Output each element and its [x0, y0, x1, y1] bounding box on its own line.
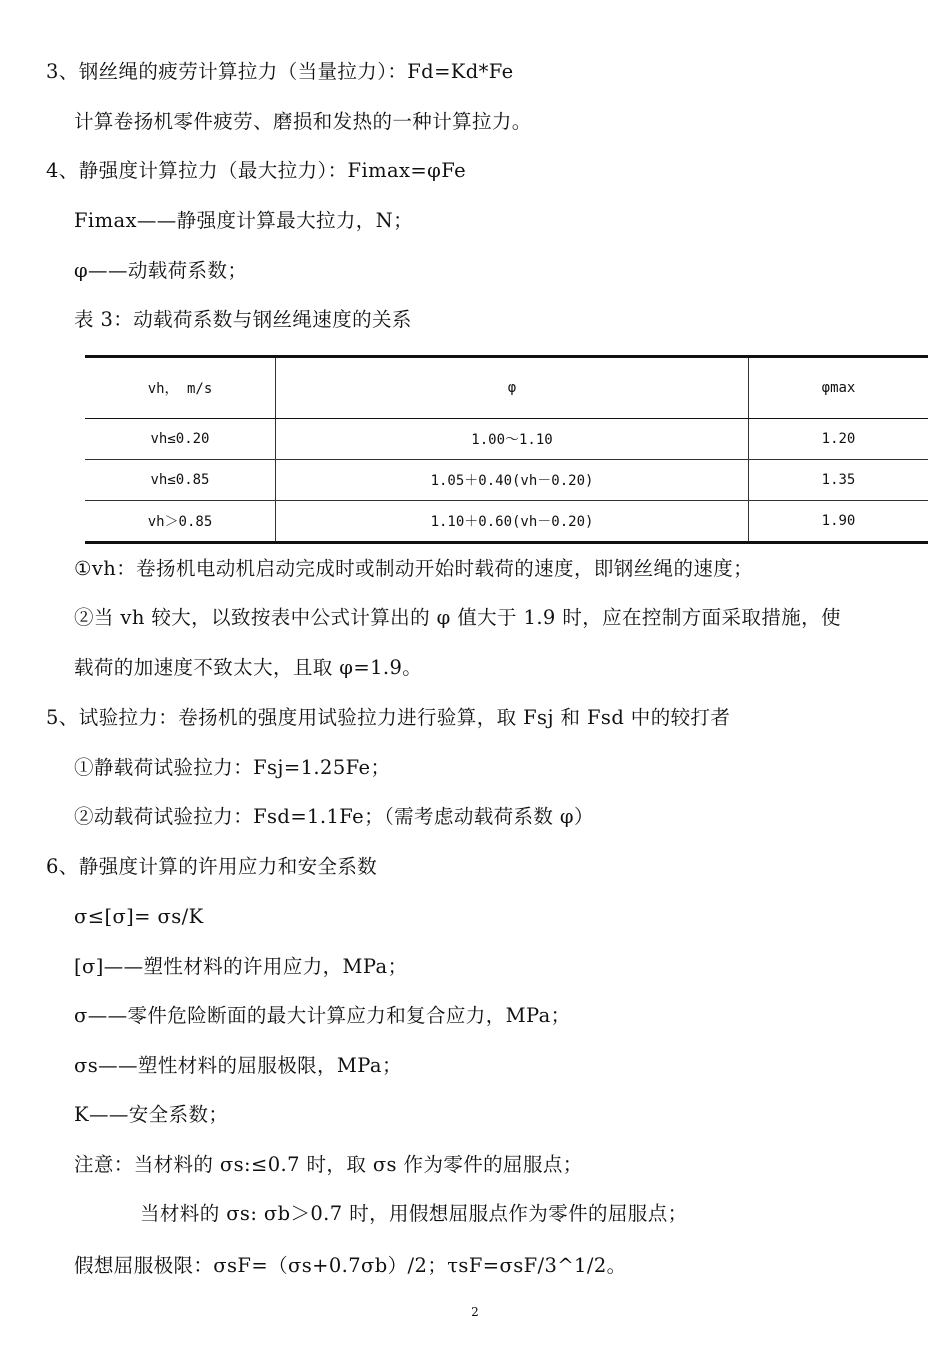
table-cell: vh＞0.85: [85, 501, 276, 543]
table-cell: vh≤0.20: [85, 419, 276, 460]
note-line: 载荷的加速度不致太大，且取 φ=1.9。: [74, 656, 423, 679]
definition-line: [σ]——塑性材料的许用应力，MPa；: [74, 955, 408, 978]
table-cell: vh≤0.85: [85, 460, 276, 501]
definition-line: σs——塑性材料的屈服极限，MPa；: [74, 1054, 402, 1077]
table-cell: 1.20: [749, 419, 929, 460]
formula-line: 假想屈服极限：σsF=（σs+0.7σb）/2；τsF=σsF/3^1/2。: [74, 1254, 627, 1277]
table-caption: 表 3：动载荷系数与钢丝绳速度的关系: [74, 308, 412, 331]
page-number: 2: [471, 1305, 479, 1319]
table-header-cell: φmax: [749, 357, 929, 419]
section-6-heading: 6、静强度计算的许用应力和安全系数: [46, 855, 378, 878]
note-line: 当材料的 σs: σb＞0.7 时，用假想屈服点作为零件的屈服点；: [140, 1202, 688, 1225]
definition-line: σ——零件危险断面的最大计算应力和复合应力，MPa；: [74, 1004, 571, 1027]
table-header-cell: vh， m/s: [85, 357, 276, 419]
table-cell: 1.10＋0.60(vh－0.20): [276, 501, 749, 543]
formula-line: ①静载荷试验拉力：Fsj=1.25Fe；: [74, 756, 391, 779]
section-5-heading: 5、试验拉力：卷扬机的强度用试验拉力进行验算，取 Fsj 和 Fsd 中的较打者: [46, 706, 731, 729]
note-line: ②当 vh 较大，以致按表中公式计算出的 φ 值大于 1.9 时，应在控制方面采取措施，使: [74, 606, 841, 629]
note-line: 注意：当材料的 σs:≤0.7 时，取 σs 作为零件的屈服点；: [74, 1153, 583, 1176]
table-row: [85, 460, 928, 501]
definition-line: K——安全系数；: [74, 1103, 229, 1126]
table-cell: 1.35: [749, 460, 929, 501]
definition-line: φ——动载荷系数；: [74, 259, 248, 282]
paragraph: 计算卷扬机零件疲劳、磨损和发热的一种计算拉力。: [74, 110, 532, 133]
formula-line: σ≤[σ]= σs/K: [74, 905, 204, 928]
formula-line: ②动载荷试验拉力：Fsd=1.1Fe；（需考虑动载荷系数 φ）: [74, 805, 594, 828]
table-row: [85, 501, 928, 543]
coefficient-table: [85, 355, 928, 544]
section-4-heading: 4、静强度计算拉力（最大拉力）：Fimax=φFe: [46, 159, 467, 182]
table-cell: 1.05＋0.40(vh－0.20): [276, 460, 749, 501]
table-cell: 1.00～1.10: [276, 419, 749, 460]
section-3-heading: 3、钢丝绳的疲劳计算拉力（当量拉力）：Fd=Kd*Fe: [46, 60, 514, 83]
table-header-cell: φ: [276, 357, 749, 419]
table-header-row: [85, 357, 928, 419]
definition-line: Fimax——静强度计算最大拉力，N；: [74, 209, 414, 232]
note-line: ①vh：卷扬机电动机启动完成时或制动开始时载荷的速度，即钢丝绳的速度；: [74, 557, 754, 580]
table-cell: 1.90: [821, 513, 856, 529]
table-row: [85, 419, 928, 460]
